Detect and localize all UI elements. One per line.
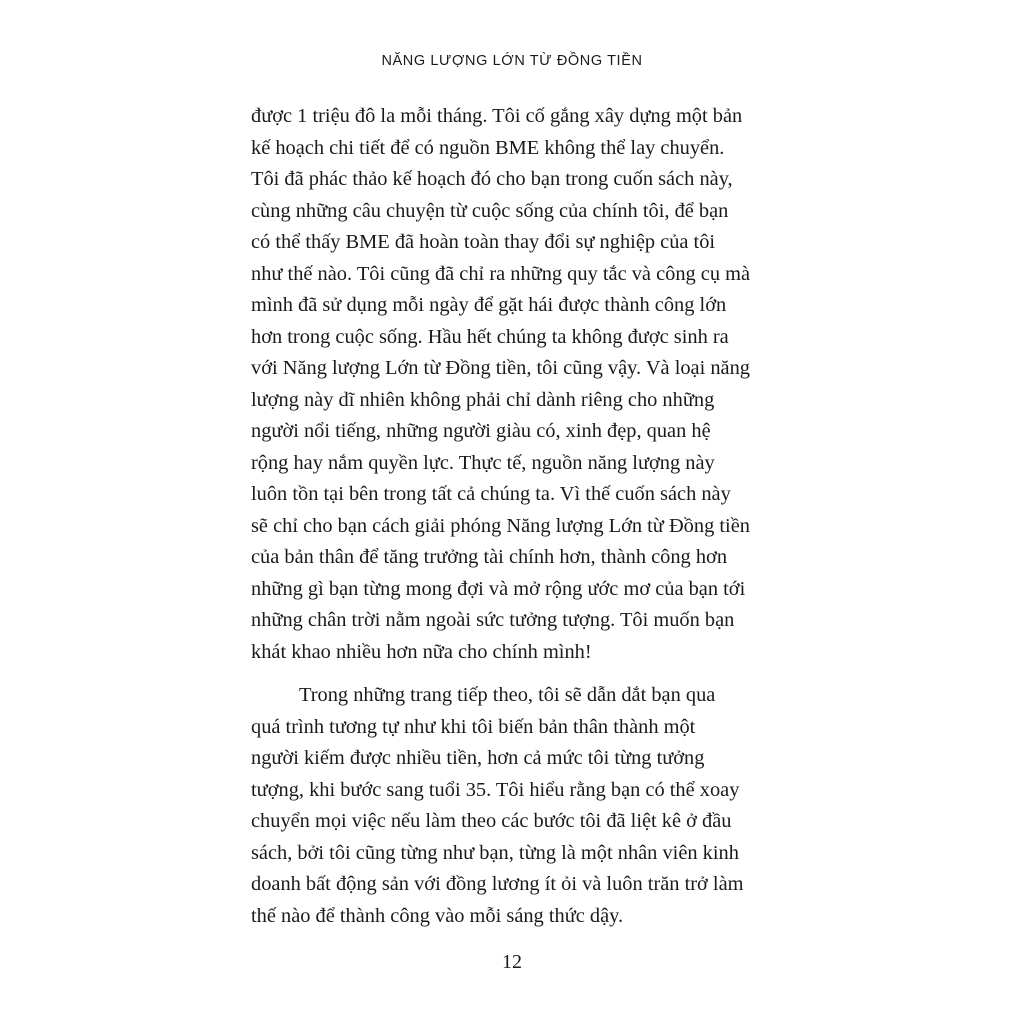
text-line: doanh bất động sản với đồng lương ít ỏi và luôn trăn trở làm	[251, 873, 744, 895]
text-line: luôn tồn tại bên trong tất cả chúng ta. Vì thế cuốn sách này	[251, 483, 731, 505]
text-line: những chân trời nằm ngoài sức tưởng tượng. Tôi muốn bạn	[251, 609, 735, 631]
text-line: chuyển mọi việc nếu làm theo các bước tôi đã liệt kê ở đầu	[251, 810, 732, 832]
text-line: sách, bởi tôi cũng từng như bạn, từng là một nhân viên kinh	[251, 841, 739, 864]
text-line: được 1 triệu đô la mỗi tháng. Tôi cố gắng xây dựng một bản	[251, 105, 743, 127]
text-line: khát khao nhiều hơn nữa cho chính mình!	[251, 640, 592, 663]
page-number: 12	[502, 951, 522, 973]
text-line: rộng hay nắm quyền lực. Thực tế, nguồn năng lượng này	[251, 451, 715, 474]
text-line: cùng những câu chuyện từ cuộc sống của chính tôi, để bạn	[251, 199, 729, 222]
text-line: Trong những trang tiếp theo, tôi sẽ dẫn dắt bạn qua	[299, 684, 716, 706]
text-line: với Năng lượng Lớn từ Đồng tiền, tôi cũng vậy. Và loại năng	[251, 357, 751, 379]
text-line: mình đã sử dụng mỗi ngày để gặt hái được thành công lớn	[251, 294, 727, 316]
text-line: quá trình tương tự như khi tôi biến bản thân thành một	[251, 715, 696, 738]
text-line: có thể thấy BME đã hoàn toàn thay đổi sự nghiệp của tôi	[251, 231, 716, 253]
text-line: hơn trong cuộc sống. Hầu hết chúng ta không được sinh ra	[251, 325, 729, 348]
text-line: như thế nào. Tôi cũng đã chỉ ra những quy tắc và công cụ mà	[251, 262, 751, 285]
text-line: kế hoạch chi tiết để có nguồn BME không thể lay chuyển.	[251, 136, 725, 159]
text-line: những gì bạn từng mong đợi và mở rộng ước mơ của bạn tới	[251, 577, 746, 600]
text-line: Tôi đã phác thảo kế hoạch đó cho bạn trong cuốn sách này,	[251, 168, 733, 190]
text-line: người nổi tiếng, những người giàu có, xinh đẹp, quan hệ	[251, 420, 711, 442]
running-header: NĂNG LƯỢNG LỚN TỪ ĐỒNG TIỀN	[381, 53, 643, 69]
body-paragraph-1	[251, 101, 775, 668]
text-line: lượng này dĩ nhiên không phải chỉ dành riêng cho những	[251, 388, 715, 411]
text-line: thế nào để thành công vào mỗi sáng thức dậy.	[251, 904, 624, 927]
text-line: tượng, khi bước sang tuổi 35. Tôi hiểu rằng bạn có thể xoay	[251, 778, 740, 801]
text-line: người kiếm được nhiều tiền, hơn cả mức tôi từng tưởng	[251, 747, 705, 769]
text-line: sẽ chỉ cho bạn cách giải phóng Năng lượng Lớn từ Đồng tiền	[251, 514, 750, 537]
body-paragraph-2	[251, 680, 775, 932]
text-line: của bản thân để tăng trưởng tài chính hơn, thành công hơn	[251, 546, 728, 568]
